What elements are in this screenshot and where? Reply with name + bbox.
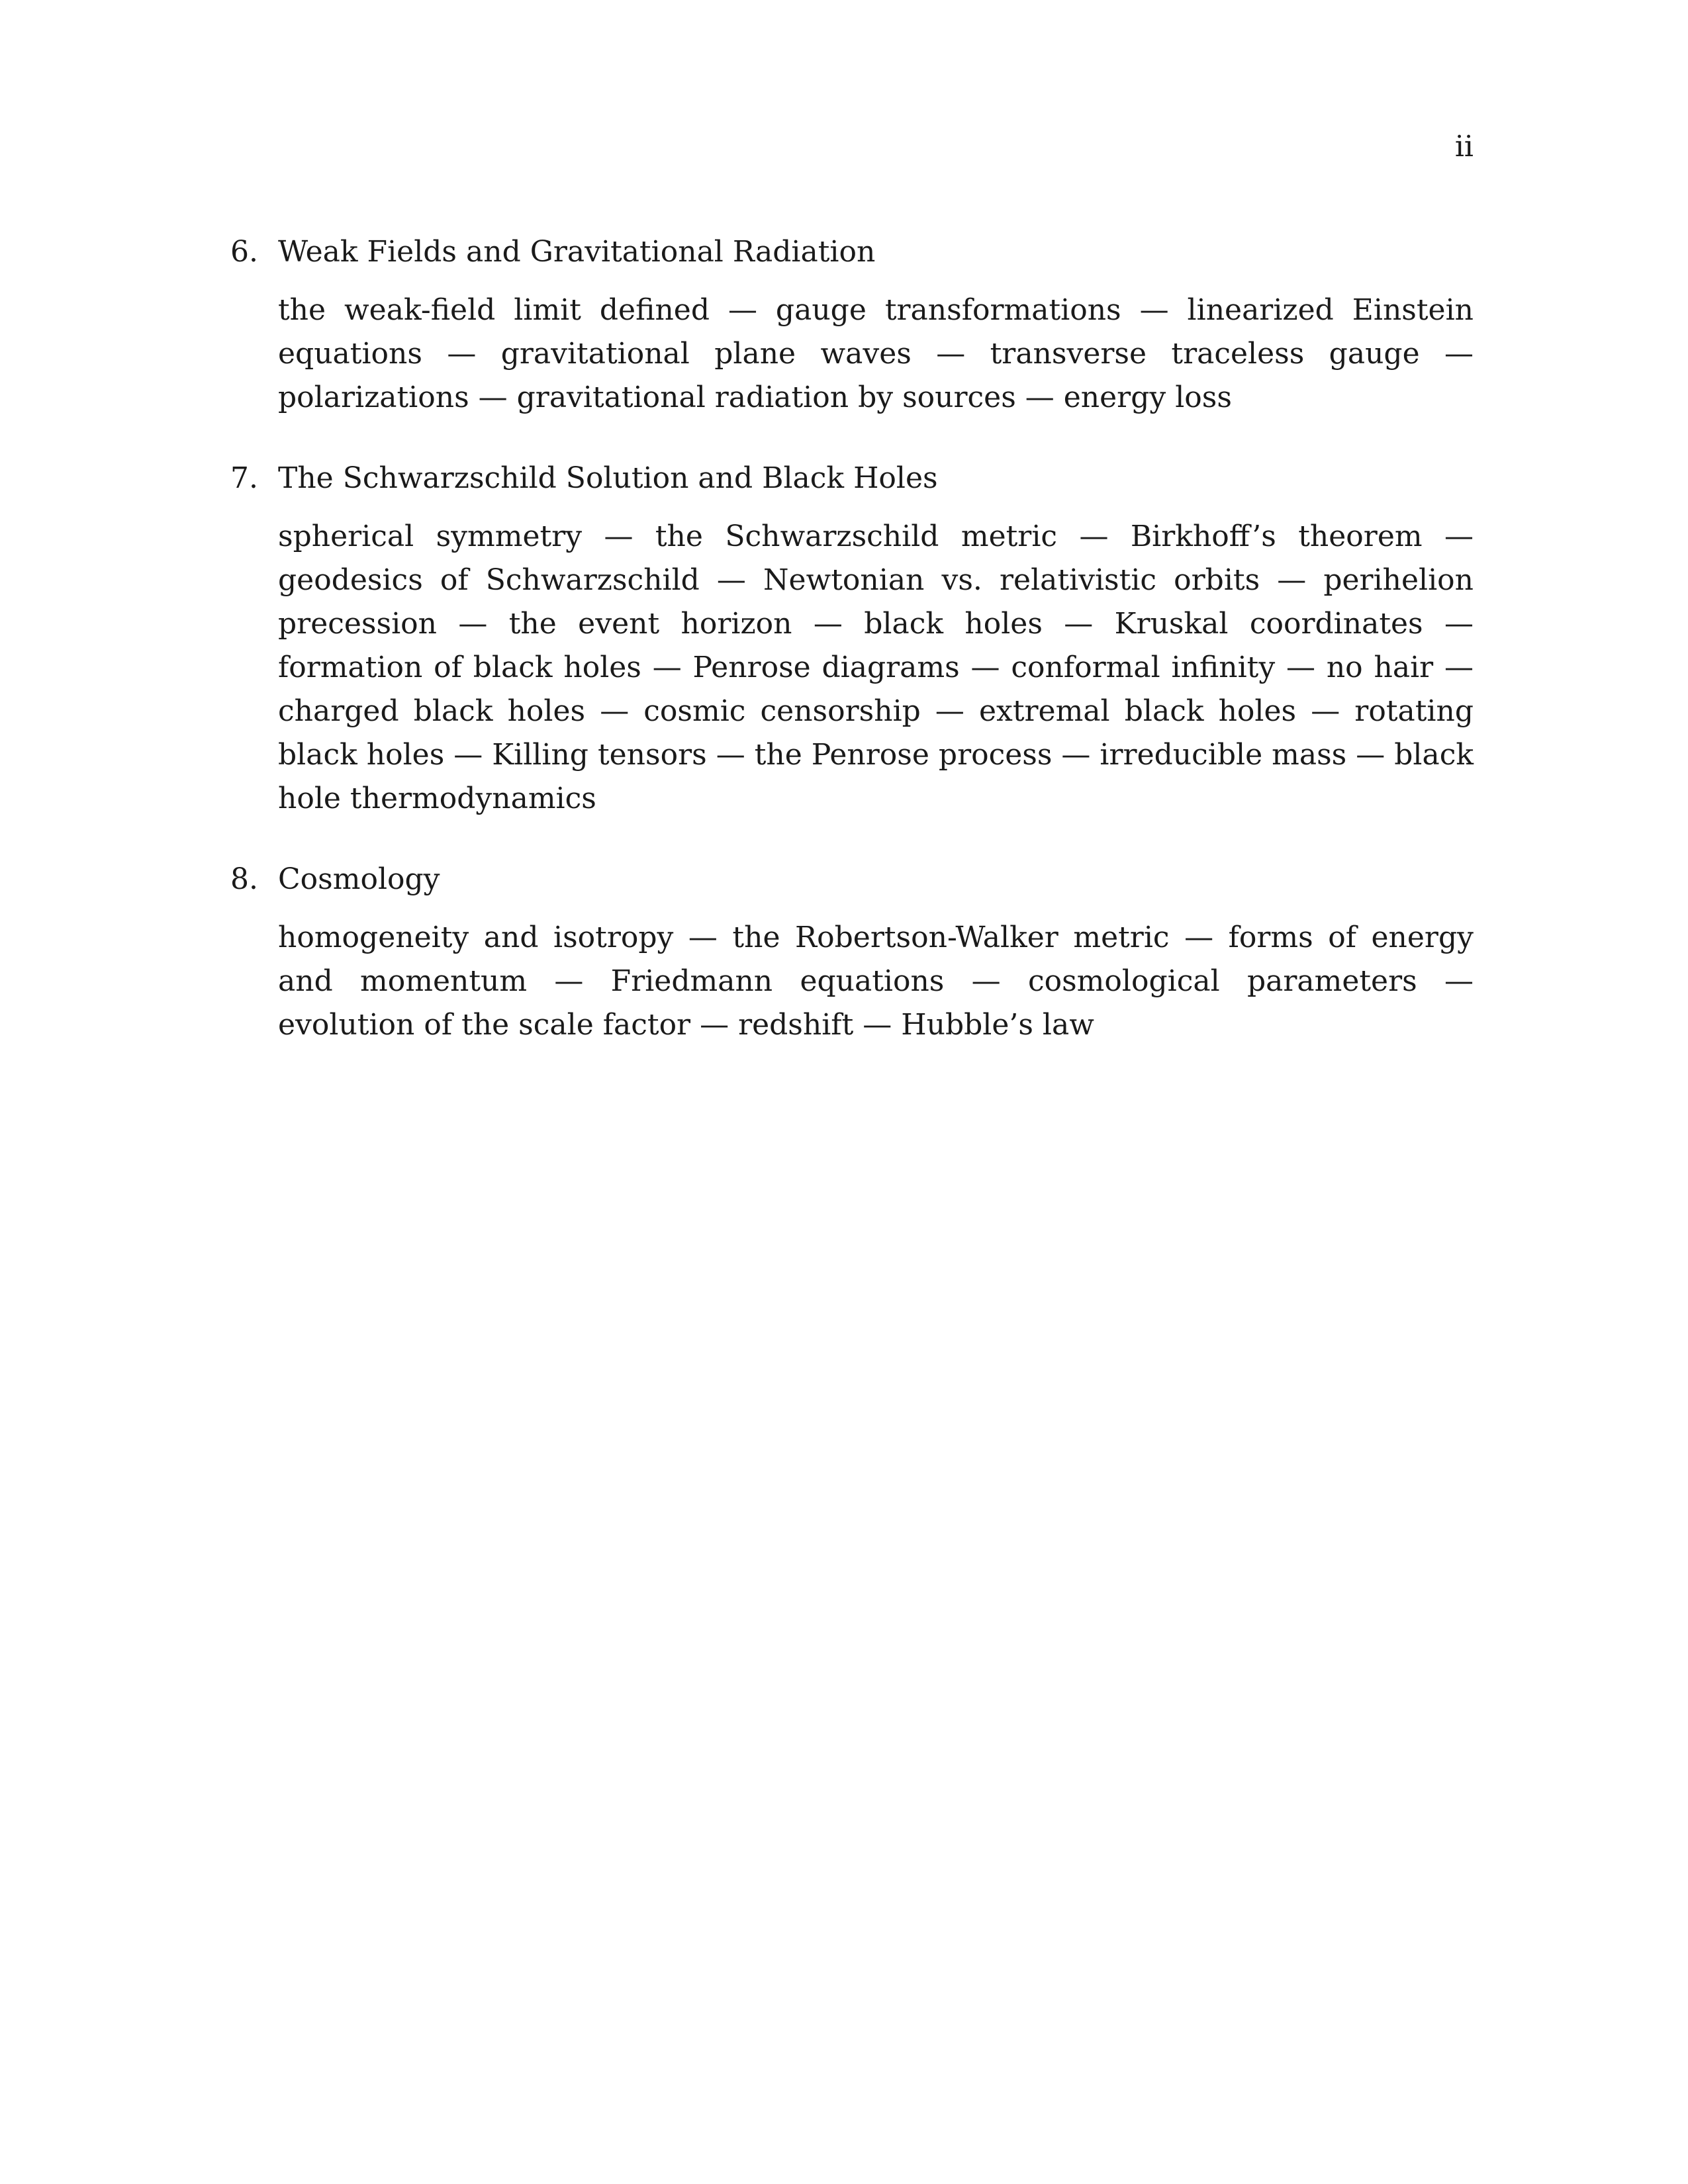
chapter-heading (230, 230, 1474, 274)
chapter-list (230, 230, 1474, 1084)
chapter-entry-8 (230, 858, 1474, 1047)
chapter-number: 8. (230, 862, 258, 896)
chapter-entry-7 (230, 457, 1474, 821)
chapter-heading (230, 457, 1474, 500)
chapter-heading (230, 858, 1474, 901)
chapter-topics: the weak-field limit defined — gauge transformations — linearized Einstein equations — gravitational plane waves — transverse traceless gauge — polarizations — gravitational radiation by sources — energy loss (278, 293, 1474, 414)
chapter-title: Weak Fields and Gravitational Radiation (278, 235, 876, 269)
chapter-number: 6. (230, 235, 258, 269)
chapter-topics: spherical symmetry — the Schwarzschild metric — Birkhoff’s theorem — geodesics of Schwarzschild — Newtonian vs. relativistic orbits — perihelion precession — the event horizon — black holes — Kruskal coordinates — formation of black holes — Penrose diagrams — conformal infinity — no hair — charged black holes — cosmic censorship — extremal black holes — rotating black holes — Killing tensors — the Penrose process — irreducible mass — black hole thermodynamics (278, 520, 1474, 815)
page-number: ii (1454, 130, 1474, 163)
chapter-title: The Schwarzschild Solution and Black Holes (278, 461, 938, 495)
chapter-title: Cosmology (278, 862, 440, 896)
chapter-entry-6 (230, 230, 1474, 420)
chapter-topics: homogeneity and isotropy — the Robertson-Walker metric — forms of energy and momentum — Friedmann equations — cosmological parameters — evolution of the scale factor — redshift — Hubble’s law (278, 921, 1474, 1042)
chapter-number: 7. (230, 461, 258, 495)
